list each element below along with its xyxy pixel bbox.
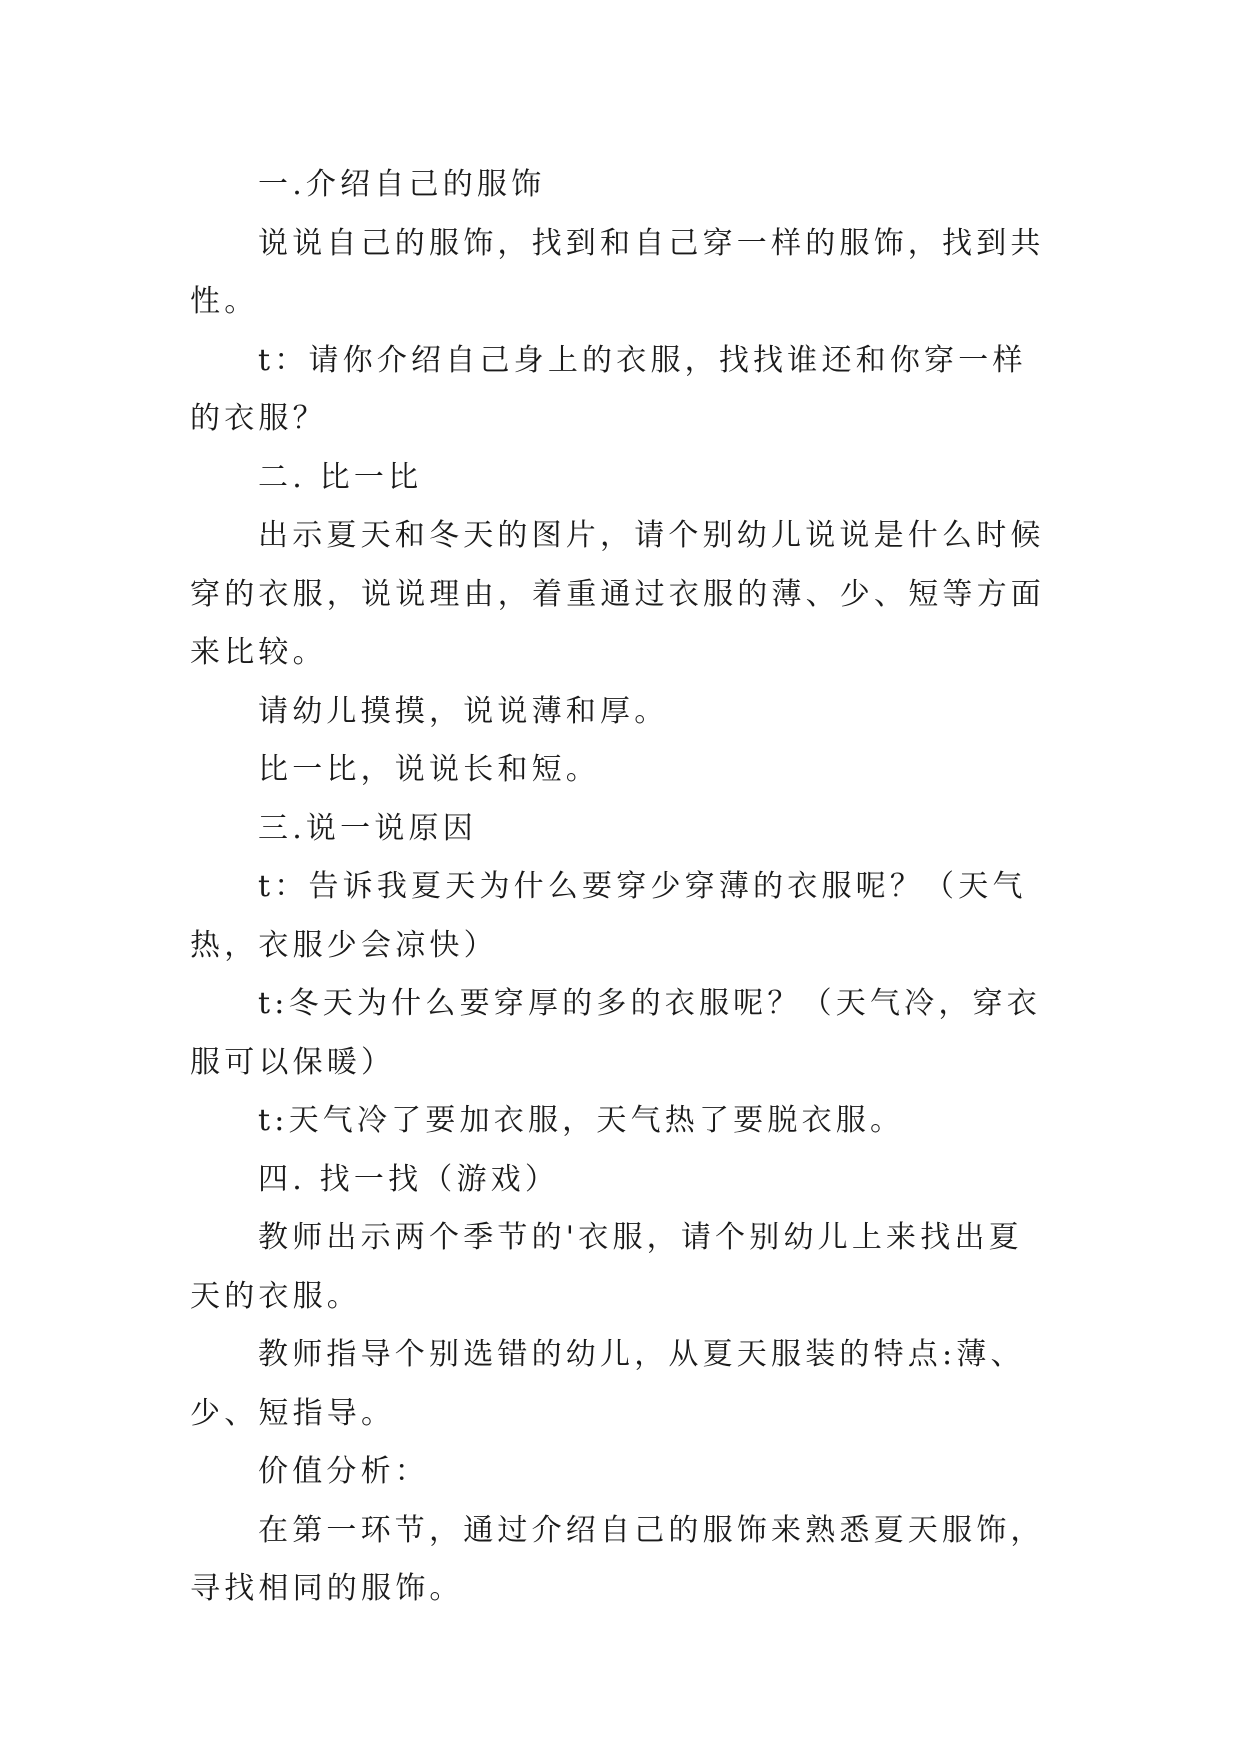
paragraph: t：请你介绍自己身上的衣服，找找谁还和你穿一样的衣服？ bbox=[190, 342, 1027, 436]
document-body bbox=[190, 156, 1050, 1619]
paragraph: 教师指导个别选错的幼儿，从夏天服装的特点:薄、少、短指导。 bbox=[190, 1337, 1025, 1431]
section-heading-4: 四. 找一找（游戏） bbox=[258, 1161, 560, 1197]
paragraph: 请幼儿摸摸，说说薄和厚。 bbox=[258, 693, 669, 729]
paragraph: t:天气冷了要加衣服，天气热了要脱衣服。 bbox=[258, 1103, 905, 1138]
paragraph: t:冬天为什么要穿厚的多的衣服呢？（天气冷，穿衣服可以保暖） bbox=[190, 986, 1041, 1080]
paragraph: t：告诉我夏天为什么要穿少穿薄的衣服呢？（天气热，衣服少会凉快） bbox=[190, 869, 1027, 963]
paragraph: 教师出示两个季节的'衣服，请个别幼儿上来找出夏天的衣服。 bbox=[190, 1220, 1023, 1314]
paragraph: 在第一环节，通过介绍自己的服饰来熟悉夏天服饰，寻找相同的服饰。 bbox=[190, 1512, 1045, 1606]
section-heading-3: 三.说一说原因 bbox=[258, 810, 477, 846]
section-heading-analysis: 价值分析： bbox=[258, 1454, 429, 1489]
paragraph: 说说自己的服饰，找到和自己穿一样的服饰，找到共性。 bbox=[190, 225, 1045, 319]
paragraph: 出示夏天和冬天的图片，请个别幼儿说说是什么时候穿的衣服，说说理由，着重通过衣服的薄、少、短等方面来比较。 bbox=[190, 518, 1045, 670]
section-heading-1: 一.介绍自己的服饰 bbox=[258, 167, 546, 202]
section-heading-2: 二. 比一比 bbox=[258, 459, 423, 495]
paragraph: 比一比，说说长和短。 bbox=[258, 752, 600, 787]
